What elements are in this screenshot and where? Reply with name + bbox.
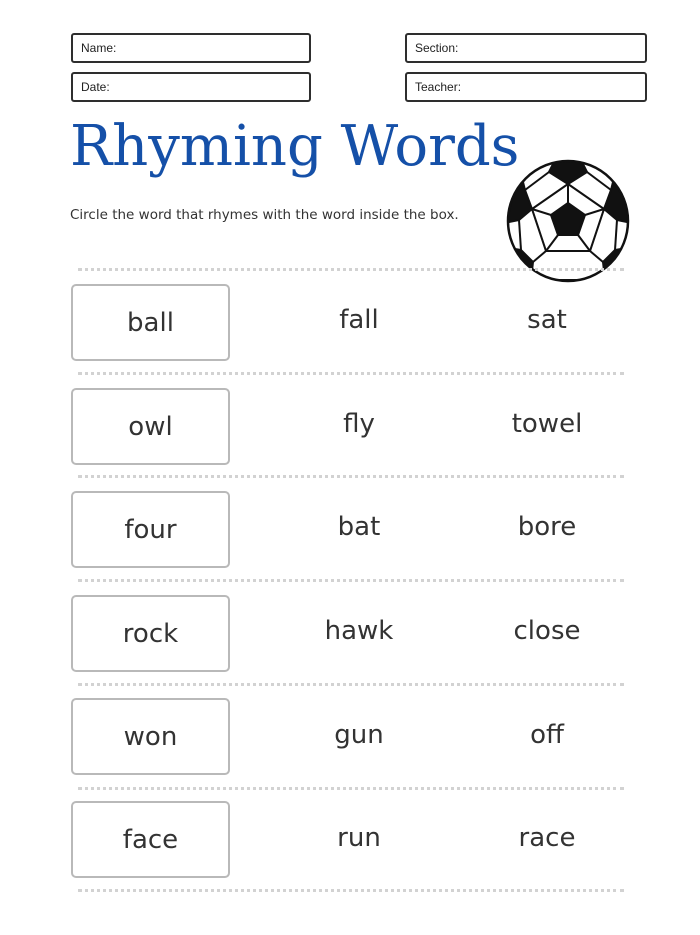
target-word-box: four [71, 491, 230, 568]
rhyme-choice[interactable]: run [337, 822, 381, 853]
rhyme-choice[interactable]: bat [337, 511, 381, 542]
divider [78, 683, 624, 686]
rhyme-choice[interactable]: race [518, 822, 576, 853]
soccer-ball-icon [505, 158, 631, 284]
divider [78, 579, 624, 582]
divider [78, 475, 624, 478]
target-word-box: owl [71, 388, 230, 465]
target-word-box: ball [71, 284, 230, 361]
name-label: Name: [81, 41, 117, 55]
divider [78, 889, 624, 892]
rhyme-choice[interactable]: sat [527, 304, 567, 335]
rhyme-choice[interactable]: fall [339, 304, 379, 335]
rhyme-choice[interactable]: bore [517, 511, 577, 542]
rhyme-choice[interactable]: gun [334, 719, 384, 750]
rhyme-choice[interactable]: off [530, 719, 564, 750]
rhyme-choice[interactable]: fly [343, 408, 375, 439]
divider [78, 787, 624, 790]
teacher-label: Teacher: [415, 80, 462, 94]
section-field[interactable] [405, 33, 647, 63]
date-field[interactable] [71, 72, 311, 102]
target-word-box: won [71, 698, 230, 775]
divider [78, 372, 624, 375]
rhyme-choice[interactable]: close [513, 615, 581, 646]
name-field[interactable] [71, 33, 311, 63]
rhyme-choice[interactable]: towel [511, 408, 583, 439]
divider [78, 268, 624, 271]
target-word-box: face [71, 801, 230, 878]
section-label: Section: [415, 41, 459, 55]
teacher-field[interactable] [405, 72, 647, 102]
rhyme-choice[interactable]: hawk [324, 615, 394, 646]
date-label: Date: [81, 80, 110, 94]
target-word-box: rock [71, 595, 230, 672]
page-title: Rhyming Words [70, 114, 520, 179]
instructions: Circle the word that rhymes with the word inside the box. [70, 207, 459, 223]
